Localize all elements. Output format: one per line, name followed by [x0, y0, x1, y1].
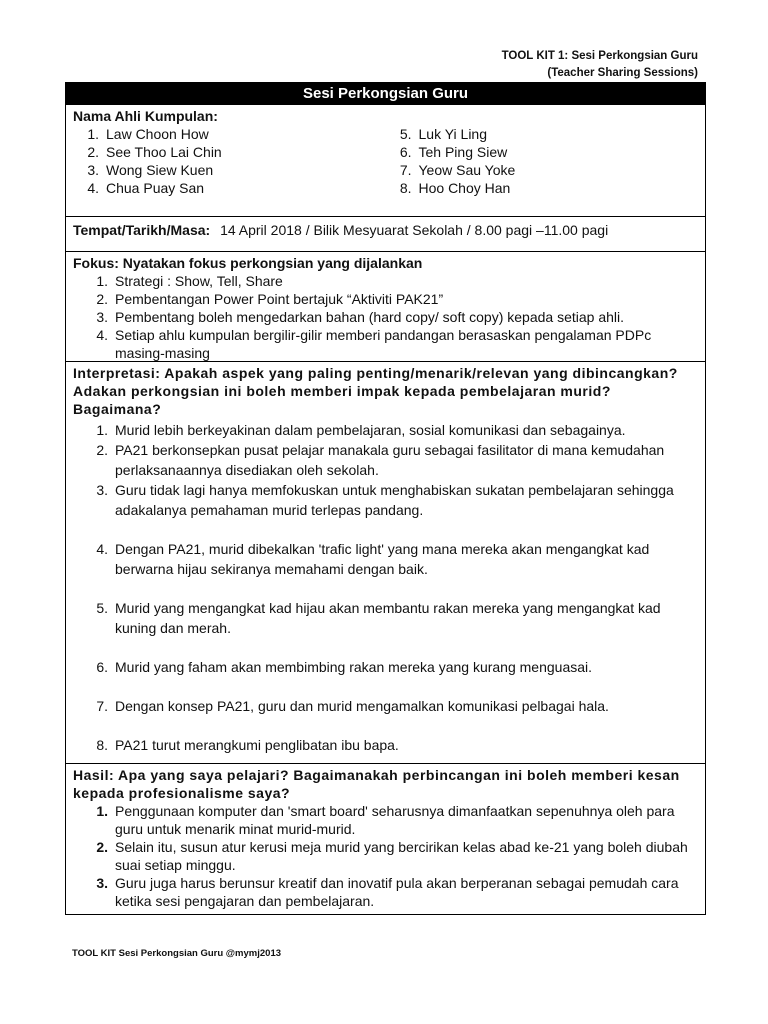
item-text: PA21 berkonsepkan pusat pelajar manakala guru sebagai fasilitator di mana kemudahan perlaksanaannya disediakan oleh sekolah.: [115, 442, 665, 478]
item-number: 3.: [96, 482, 108, 498]
member-item: [386, 125, 699, 143]
list-item: [73, 440, 698, 480]
item-text: Penggunaan komputer dan 'smart board' seharusnya dimanfaatkan sepenuhnya oleh para guru untuk menarik minat murid-murid.: [115, 803, 675, 837]
member-name: See Thoo Lai Chin: [106, 144, 222, 160]
list-item: [73, 480, 698, 520]
focus-label: Fokus: Nyatakan fokus perkongsian yang dijalankan: [73, 255, 423, 271]
item-text: Guru juga harus berunsur kreatif dan inovatif pula akan berperanan sebagai pemudah cara ketika sesi pengajaran dan pembelajaran.: [115, 875, 679, 909]
list-item: [73, 539, 698, 579]
list-item: [73, 272, 698, 290]
member-number: 2.: [87, 144, 99, 160]
venue-section: [66, 216, 705, 251]
item-number: 7.: [96, 698, 108, 714]
member-name: Law Choon How: [106, 126, 209, 142]
item-number: 4.: [96, 541, 108, 557]
member-item: [386, 179, 699, 197]
member-name: Wong Siew Kuen: [106, 162, 214, 178]
item-text: Dengan konsep PA21, guru dan murid mengamalkan komunikasi pelbagai hala.: [115, 698, 609, 714]
item-text: Pembentang boleh mengedarkan bahan (hard copy/ soft copy) kepada setiap ahli.: [115, 309, 625, 325]
member-number: 4.: [87, 180, 99, 196]
member-item: [73, 125, 386, 143]
item-text: Murid yang mengangkat kad hijau akan membantu rakan mereka yang mengangkat kad kuning dan merah.: [115, 600, 661, 636]
members-section: [66, 104, 705, 216]
item-number: 6.: [96, 659, 108, 675]
venue-value: 14 April 2018 / Bilik Mesyuarat Sekolah / 8.00 pagi –11.00 pagi: [220, 222, 609, 238]
members-column-right: [386, 125, 699, 197]
member-name: Teh Ping Siew: [418, 144, 508, 160]
list-item: [73, 838, 698, 874]
members-label: Nama Ahli Kumpulan:: [73, 108, 218, 124]
member-item: [386, 143, 699, 161]
outcome-label: Hasil: Apa yang saya pelajari? Bagaimanakah perbincangan ini boleh memberi kesan kepada profesionalisme saya?: [73, 767, 680, 801]
list-item: [73, 696, 698, 716]
member-number: 3.: [87, 162, 99, 178]
header-line-2: (Teacher Sharing Sessions): [547, 67, 698, 79]
item-text: Strategi : Show, Tell, Share: [115, 273, 283, 289]
interpretation-label: Interpretasi: Apakah aspek yang paling penting/menarik/relevan yang dibincangkan? Adakan perkongsian ini boleh memberi impak kepada pembelajaran murid? Bagaimana?: [73, 365, 678, 417]
member-name: Hoo Choy Han: [418, 180, 511, 196]
venue-label: Tempat/Tarikh/Masa:: [73, 222, 211, 238]
header-line-1: TOOL KIT 1: Sesi Perkongsian Guru: [501, 50, 698, 62]
item-text: Pembentangan Power Point bertajuk “Aktiviti PAK21”: [115, 291, 444, 307]
member-item: [386, 161, 699, 179]
form-title: Sesi Perkongsian Guru: [66, 83, 705, 104]
item-text: Guru tidak lagi hanya memfokuskan untuk menghabiskan sukatan pembelajaran sehingga adakalanya pemahaman murid terlepas pandang.: [115, 482, 674, 518]
list-item: [73, 802, 698, 838]
outcome-section: [66, 763, 705, 914]
item-number: 3.: [96, 875, 108, 891]
list-item: [73, 308, 698, 326]
focus-section: [66, 251, 705, 361]
list-item: [73, 874, 698, 910]
member-number: 5.: [399, 126, 412, 142]
form-table: [65, 82, 706, 915]
item-number: 2.: [96, 442, 108, 458]
document-footer: TOOL KIT Sesi Perkongsian Guru @mymj2013: [72, 948, 282, 959]
item-number: 5.: [96, 600, 108, 616]
item-text: Dengan PA21, murid dibekalkan 'trafic light' yang mana mereka akan mengangkat kad berwarna hijau sekiranya memahami dengan baik.: [115, 541, 650, 577]
list-item: [73, 290, 698, 308]
list-item: [73, 420, 698, 440]
item-text: PA21 turut merangkumi penglibatan ibu bapa.: [115, 737, 399, 753]
item-number: 2.: [96, 291, 108, 307]
member-name: Luk Yi Ling: [418, 126, 487, 142]
member-number: 8.: [399, 180, 412, 196]
document-header: [378, 48, 698, 82]
members-column-left: [73, 125, 386, 197]
member-number: 6.: [399, 144, 412, 160]
member-number: 1.: [87, 126, 99, 142]
item-number: 1.: [96, 422, 108, 438]
member-item: [73, 143, 386, 161]
list-item: [73, 326, 698, 362]
item-text: Murid yang faham akan membimbing rakan mereka yang kurang menguasai.: [115, 659, 593, 675]
member-name: Yeow Sau Yoke: [418, 162, 516, 178]
member-name: Chua Puay San: [106, 180, 205, 196]
item-text: Selain itu, susun atur kerusi meja murid yang bercirikan kelas abad ke-21 yang boleh diubah suai setiap minggu.: [115, 839, 688, 873]
member-item: [73, 179, 386, 197]
item-number: 4.: [96, 327, 108, 343]
item-number: 1.: [96, 273, 108, 289]
members-list: [73, 125, 698, 197]
list-item: [73, 657, 698, 677]
member-number: 7.: [399, 162, 412, 178]
member-item: [73, 161, 386, 179]
item-number: 3.: [96, 309, 108, 325]
interpretation-section: [66, 361, 705, 763]
item-number: 1.: [96, 803, 108, 819]
item-text: Setiap ahlu kumpulan bergilir-gilir memberi pandangan berasaskan pengalaman PDPc masing-masing: [115, 327, 652, 361]
list-item: [73, 735, 698, 755]
item-number: 2.: [96, 839, 108, 855]
list-item: [73, 598, 698, 638]
item-number: 8.: [96, 737, 108, 753]
item-text: Murid lebih berkeyakinan dalam pembelajaran, sosial komunikasi dan sebagainya.: [115, 422, 626, 438]
